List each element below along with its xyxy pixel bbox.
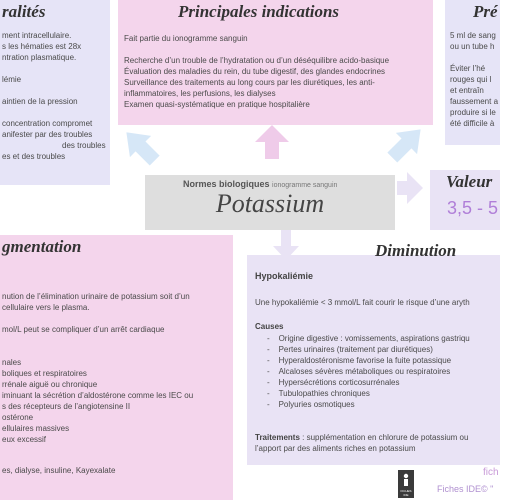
prelevement-text xyxy=(450,30,510,129)
traitements-label: Traitements xyxy=(255,433,300,442)
cause-item: - Alcaloses sévères métaboliques ou respiratoires xyxy=(267,367,451,376)
generalites-text xyxy=(2,30,108,162)
augmentation-line: s des récepteurs de l’angiotensine II xyxy=(2,402,131,411)
prelevement-line: été difficile à xyxy=(450,119,495,128)
logo-caption: FICHES IDE xyxy=(400,489,412,497)
valeurs-panel xyxy=(430,170,500,230)
generalites-line: des troubles xyxy=(62,141,106,150)
arrow-right-icon xyxy=(395,168,425,208)
generalites-line: aintien de la pression xyxy=(2,97,78,106)
arrow-up-icon xyxy=(252,122,292,162)
generalites-line: lémie xyxy=(2,75,22,84)
center-subtitle-main: Normes biologiques xyxy=(183,179,270,189)
prelevement-line: rouges qui l xyxy=(450,75,492,84)
cause-item: - Tubulopathies chroniques xyxy=(267,389,370,398)
valeurs-value: 3,5 - 5 xyxy=(447,198,499,218)
figure-icon xyxy=(401,473,411,487)
generalites-line: ntration plasmatique. xyxy=(2,53,77,62)
augmentation-line: iminuant la sécrétion d’aldostérone comme les IEC ou xyxy=(2,391,194,400)
generalites-title: ralités xyxy=(2,2,46,21)
center-subtitle-small: ionogramme sanguin xyxy=(272,182,338,189)
logo xyxy=(398,470,414,498)
cause-item: - Pertes urinaires (traitement par diurétiques) xyxy=(267,345,433,354)
indications-line: Fait partie du ionogramme sanguin xyxy=(124,34,248,43)
generalites-line: concentration compromet xyxy=(2,119,93,128)
generalites-line: ment intracellulaire. xyxy=(2,31,72,40)
indications-line: Surveillance des traitements au long cours par les diurétiques, les anti-inflammatoires, les perfusions, les dialyses xyxy=(124,78,375,98)
diminution-title: Diminution xyxy=(375,241,457,260)
cause-item: - Polyuries osmotiques xyxy=(267,400,355,409)
footer-brand-full: Fiches IDE© " xyxy=(437,484,494,494)
augmentation-line: es, dialyse, insuline, Kayexalate xyxy=(2,466,116,475)
augmentation-text xyxy=(2,291,232,476)
indications-panel xyxy=(118,0,433,125)
generalites-line: s les hématies est 28x xyxy=(2,42,82,51)
prelevement-line: 5 ml de sang xyxy=(450,31,496,40)
prelevement-line: faussement a xyxy=(450,97,499,106)
footer-brand-short: fich xyxy=(483,467,499,478)
arrow-up-left-icon xyxy=(112,125,162,175)
center-box xyxy=(145,175,395,230)
augmentation-panel xyxy=(0,235,233,500)
indications-line: Examen quasi-systématique en pratique hospitalière xyxy=(124,100,310,109)
prelevement-panel xyxy=(445,0,500,145)
diminution-causes-label: Causes xyxy=(255,322,284,331)
prelevement-title: Pré xyxy=(473,2,498,21)
augmentation-line: ostérone xyxy=(2,413,34,422)
prelevement-line: ou un tube h xyxy=(450,42,495,51)
generalites-panel xyxy=(0,0,110,185)
augmentation-line: mol/L peut se compliquer d’un arrêt cardiaque xyxy=(2,325,165,334)
indications-line: Évaluation des maladies du rein, du tube digestif, des glandes endocrines xyxy=(124,67,386,76)
generalites-line: anifester par des troubles xyxy=(2,130,93,139)
arrow-up-right-icon xyxy=(385,122,435,172)
augmentation-line: cellulaire vers le plasma. xyxy=(2,303,90,312)
cause-item: - Origine digestive : vomissements, aspirations gastriqu xyxy=(267,334,470,343)
augmentation-line: ellulaires massives xyxy=(2,424,70,433)
indications-title: Principales indications xyxy=(178,2,340,21)
prelevement-line: et entraîn xyxy=(450,86,484,95)
center-subtitle xyxy=(183,179,337,189)
generalites-line: es et des troubles xyxy=(2,152,66,161)
prelevement-line: produire si le xyxy=(450,108,496,117)
prelevement-line: Éviter l’hé xyxy=(450,64,486,73)
traitements-text: : supplémentation en chlorure de potassium ou xyxy=(299,433,469,442)
valeurs-title: Valeur xyxy=(446,172,493,191)
diminution-intro: Une hypokaliémie < 3 mmol/L fait courir le risque d’une aryth xyxy=(255,298,470,307)
augmentation-title: gmentation xyxy=(2,237,82,256)
diminution-panel xyxy=(247,241,500,465)
indications-text xyxy=(124,33,429,110)
augmentation-line: rrénale aiguë ou chronique xyxy=(2,380,98,389)
indications-line: Recherche d’un trouble de l’hydratation ou d’un déséquilibre acido-basique xyxy=(124,56,390,65)
diminution-traitements xyxy=(255,432,505,454)
diminution-causes-list xyxy=(267,333,507,410)
traitements-text-2: l’apport par des aliments riches en potassium xyxy=(255,444,416,453)
page-title: Potassium xyxy=(215,189,325,218)
augmentation-line: nution de l’élimination urinaire de potassium soit d’un xyxy=(2,292,190,301)
cause-item: - Hyperaldostéronisme favorise la fuite potassique xyxy=(267,356,452,365)
augmentation-line: boliques et respiratoires xyxy=(2,369,87,378)
augmentation-line: eux excessif xyxy=(2,435,47,444)
cause-item: - Hypersécrétions corticosurrénales xyxy=(267,378,400,387)
augmentation-line: nales xyxy=(2,358,22,367)
diminution-heading: Hypokaliémie xyxy=(255,271,314,281)
